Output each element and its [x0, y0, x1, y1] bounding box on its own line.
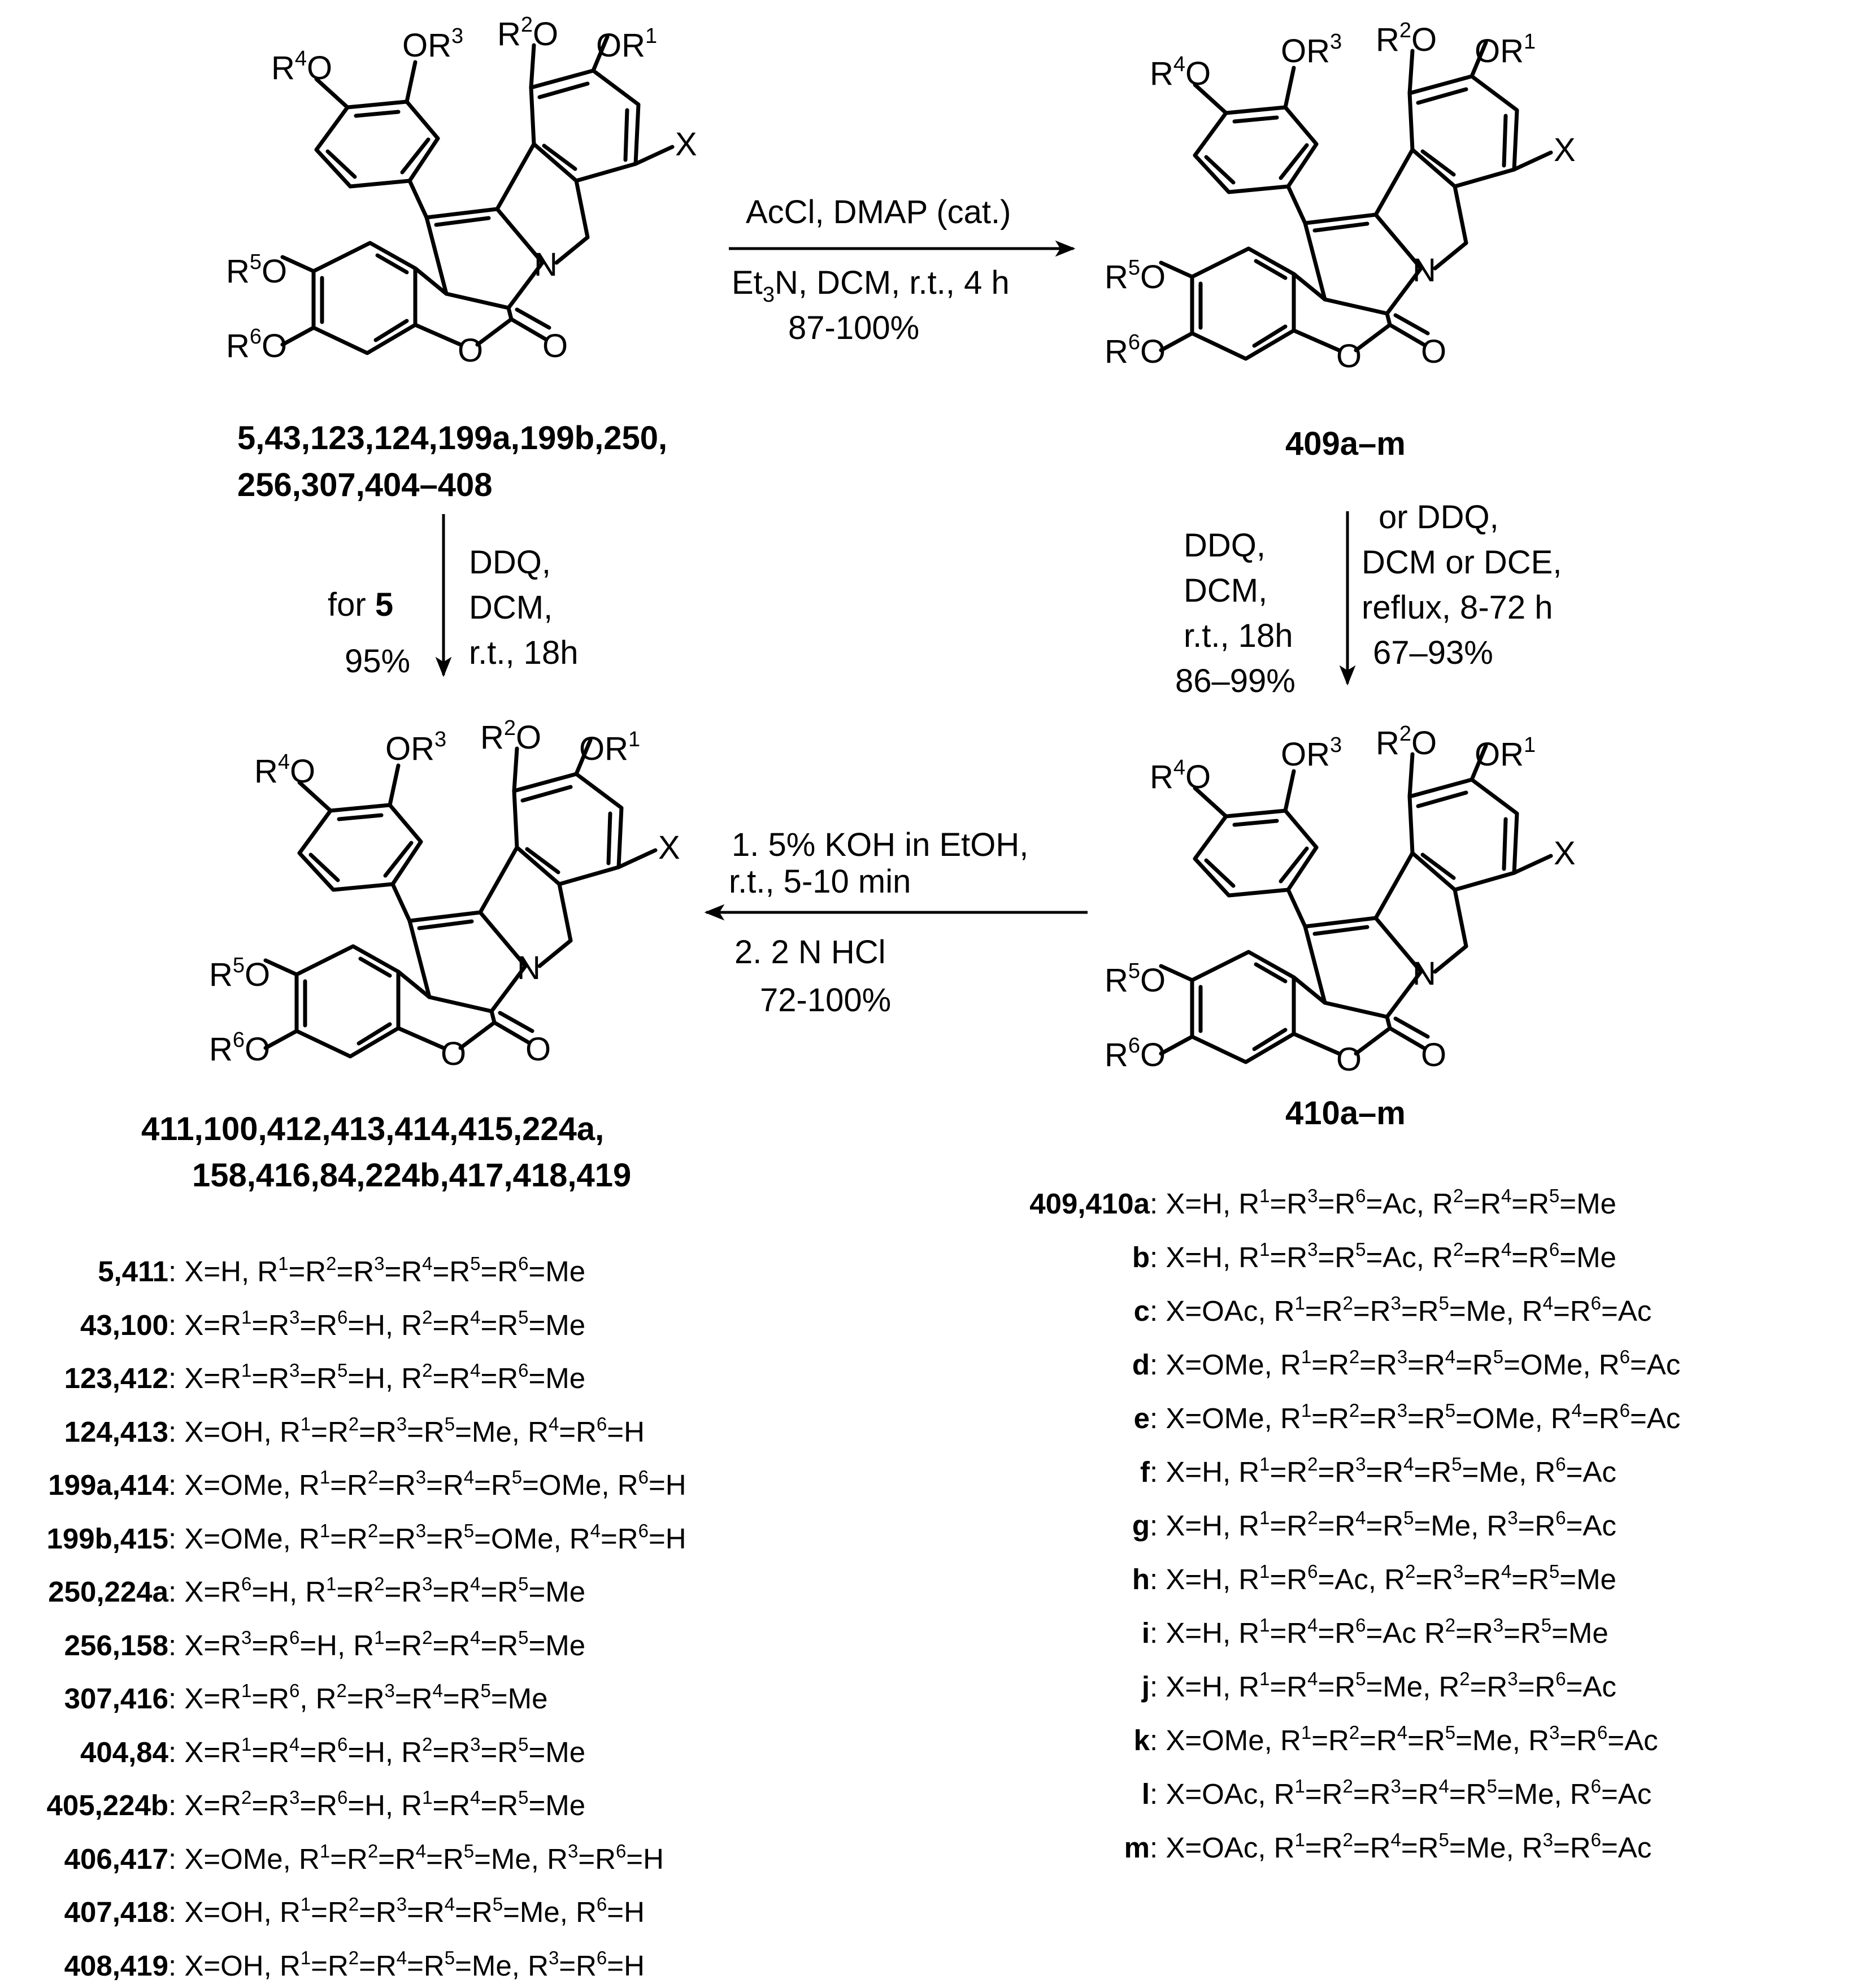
r6o-label: $R^6O$ — [226, 325, 288, 364]
ddq-acetates-left2: DCM, — [1184, 572, 1268, 609]
svg-text:OR1: $OR^1$ — [579, 728, 641, 767]
legend-row — [1141, 1668, 1616, 1703]
legend-row — [1132, 1507, 1616, 1542]
legend-compound-id: c — [1133, 1295, 1150, 1327]
svg-text:R6O: $R^6O$ — [1105, 1034, 1166, 1073]
legend-row — [1141, 1615, 1608, 1649]
legend-compound-id: 307,416 — [64, 1682, 168, 1715]
legend-row — [48, 1467, 686, 1501]
legend-compound-id: 256,158 — [64, 1629, 168, 1661]
legend-substituents: : X=OMe, $R^1=R^2=R^3=R^4=R^5=OMe$, $R^6=Ac$ — [1150, 1346, 1681, 1381]
compound-410-label: 410a–m — [1285, 1095, 1406, 1132]
legend-compound-id: d — [1132, 1348, 1150, 1381]
legend-substituents: : X=H, $R^1=R^2=R^3=R^4=R^5=R^6=Me$ — [168, 1253, 586, 1287]
ring-o-label: O — [458, 332, 484, 369]
legend-row — [1133, 1293, 1652, 1327]
deprotection-line3: 2. 2 N HCl — [734, 934, 886, 971]
svg-text:OR3: $OR^3$ — [385, 728, 447, 767]
r4-label: $R^4O$ — [271, 47, 333, 86]
legend-row — [98, 1253, 586, 1287]
svg-text:OR1: $OR^1$ — [1475, 30, 1536, 69]
svg-text:R5O: $R^5O$ — [1105, 256, 1166, 295]
legend-compound-id: i — [1141, 1617, 1150, 1649]
compound-409-label: 409a–m — [1285, 425, 1406, 462]
svg-text:N: N — [517, 950, 541, 986]
legend-substituents: : X=H, $R^1=R^6=Ac$, $R^2=R^3=R^4=R^5=Me$ — [1150, 1561, 1616, 1595]
legend-compound-id: 407,418 — [64, 1896, 168, 1928]
final-compound-label-1: 411,100,412,413,414,415,224a, — [141, 1111, 605, 1147]
deprotection-yield: 72-100% — [760, 982, 892, 1019]
svg-text:O: O — [525, 1031, 551, 1068]
legend-row — [80, 1733, 586, 1768]
legend-compound-id: g — [1132, 1510, 1150, 1542]
svg-text:R6O: $R^6O$ — [1105, 330, 1166, 370]
ddq-acetates-right2: DCM or DCE, — [1362, 544, 1562, 581]
svg-text:R5O: $R^5O$ — [209, 954, 271, 993]
legend-substituents: : $X=R^1=R^6$, $R^2=R^3=R^4=R^5=Me$ — [168, 1680, 548, 1715]
legend-substituents: : $X=R^2=R^3=R^6=H$, $R^1=R^4=R^5=Me$ — [168, 1787, 586, 1821]
legend-row — [46, 1787, 586, 1821]
legend-compound-id: l — [1141, 1778, 1150, 1810]
legend-compound-id: m — [1124, 1832, 1150, 1864]
legend-row — [1140, 1454, 1616, 1488]
legend-substituents: : $X=R^1=R^3=R^6=H$, $R^2=R^4=R^5=Me$ — [168, 1306, 586, 1341]
legend-row — [1124, 1829, 1652, 1864]
r2o-label: $R^2O$ — [497, 13, 559, 53]
legend-compound-id: j — [1141, 1671, 1150, 1703]
legend-row — [64, 1360, 586, 1394]
svg-text:O: O — [1421, 1037, 1447, 1073]
legend-row — [48, 1573, 586, 1608]
svg-text:N: N — [1412, 252, 1436, 289]
legend-compound-id: k — [1133, 1724, 1150, 1756]
svg-text:O: O — [1336, 338, 1362, 375]
legend-compound-id: h — [1132, 1563, 1150, 1595]
legend-substituents: : X=OMe, $R^1=R^2=R^3=R^5=OMe$, $R^4=R^6=Ac$ — [1150, 1400, 1681, 1434]
svg-text:R4O: $R^4O$ — [1150, 53, 1211, 92]
legend-compound-id: 199b,415 — [46, 1522, 168, 1555]
ddq-direct-yield: 95% — [345, 643, 411, 680]
legend-compound-id: 5,411 — [98, 1255, 168, 1287]
legend-substituents: : $X=R^1=R^4=R^6=H$, $R^2=R^3=R^5=Me$ — [168, 1733, 586, 1768]
acetylation-reagents: AcCl, DMAP (cat.) — [746, 194, 1011, 230]
x-label: X — [675, 126, 697, 163]
svg-text:X: X — [1554, 132, 1576, 168]
legend-substituents: : X=OMe, $R^1=R^2=R^3=R^5=OMe$, $R^4=R^6=H$ — [168, 1520, 686, 1555]
n-label: N — [534, 246, 558, 283]
ddq-direct-line1: DDQ, — [469, 544, 551, 581]
svg-text:O: O — [441, 1036, 467, 1072]
svg-text:X: X — [1554, 835, 1576, 872]
legend-substituents: : X=OH, $R^1=R^2=R^4=R^5=Me$, $R^3=R^6=H$ — [168, 1947, 645, 1982]
legend-compound-id: 250,224a — [48, 1576, 168, 1608]
ddq-acetates-left1: DDQ, — [1184, 527, 1266, 564]
legend-row — [64, 1894, 645, 1928]
svg-text:OR3: $OR^3$ — [1281, 733, 1342, 773]
legend-substituents: : $X=R^3=R^6=H$, $R^1=R^2=R^4=R^5=Me$ — [168, 1626, 586, 1661]
legend-substituents: : X=H, $R^1=R^2=R^3=R^4=R^5=Me$, $R^6=Ac$ — [1150, 1454, 1616, 1488]
start-compound-label-2: 256,307,404–408 — [237, 467, 493, 503]
svg-text:R6O: $R^6O$ — [209, 1028, 271, 1068]
legend-row — [64, 1680, 548, 1715]
compound-409 — [1105, 19, 1576, 375]
legend-compound-id: e — [1133, 1402, 1150, 1434]
legend-row — [1141, 1776, 1652, 1810]
legend-compound-id: 405,224b — [46, 1789, 168, 1821]
legend-row — [64, 1626, 586, 1661]
acetylation-yield: 87-100% — [788, 310, 920, 346]
legend-substituents: : $X=R^1=R^3=R^5=H$, $R^2=R^4=R^6=Me$ — [168, 1360, 586, 1394]
svg-text:R4O: $R^4O$ — [1150, 756, 1211, 795]
deprotection-line1: 1. 5% KOH in EtOH, — [732, 826, 1029, 863]
legend-compound-id: 124,413 — [64, 1415, 168, 1448]
svg-text:O: O — [1421, 333, 1447, 370]
svg-text:OR3: $OR^3$ — [1281, 30, 1342, 69]
legend-row — [64, 1413, 645, 1448]
svg-text:R4O: $R^4O$ — [254, 750, 316, 790]
legend-row — [1029, 1185, 1616, 1220]
ddq-direct-line2: DCM, — [469, 589, 553, 626]
legend-substituents: : X=H, $R^1=R^3=R^6=Ac$, $R^2=R^4=R^5=Me$ — [1150, 1185, 1616, 1220]
ddq-acetates-left-yield: 86–99% — [1175, 663, 1295, 699]
legend-substituents: : X=OMe, $R^1=R^2=R^3=R^4=R^5=OMe$, $R^6=H$ — [168, 1467, 686, 1501]
legend-substituents: : X=H, $R^1=R^3=R^5=Ac$, $R^2=R^4=R^6=Me$ — [1150, 1239, 1616, 1273]
legend-substituents: : X=OMe, $R^1=R^2=R^4=R^5=Me$, $R^3=R^6=H$ — [168, 1840, 664, 1875]
legend-row — [1133, 1722, 1658, 1756]
legend-substituents: : X=H, $R^1=R^4=R^6=Ac$ $R^2=R^3=R^5=Me$ — [1150, 1615, 1608, 1649]
legend-substituents: : X=OH, $R^1=R^2=R^3=R^4=R^5=Me$, $R^6=H$ — [168, 1894, 645, 1928]
legend-substituents: : $X=R^6=H$, $R^1=R^2=R^3=R^4=R^5=Me$ — [168, 1573, 586, 1608]
ddq-acetates-left3: r.t., 18h — [1184, 617, 1293, 654]
legend-compound-id: 404,84 — [80, 1735, 168, 1768]
svg-text:R5O: $R^5O$ — [1105, 959, 1166, 999]
legend-row — [46, 1520, 686, 1555]
or3-label: $OR^3$ — [402, 24, 464, 64]
ddq-direct-line3: r.t., 18h — [469, 634, 579, 671]
carbonyl-o-label: O — [542, 328, 568, 364]
compound-410 — [1105, 722, 1576, 1078]
legend-substituents: : X=OH, $R^1=R^2=R^3=R^5=Me$, $R^4=R^6=H$ — [168, 1413, 645, 1448]
svg-text:R2O: $R^2O$ — [1376, 19, 1437, 58]
legend-compound-id: 409,410a — [1029, 1187, 1150, 1220]
legend-row — [64, 1947, 645, 1982]
svg-text:O: O — [1336, 1041, 1362, 1078]
legend-row — [1132, 1346, 1681, 1381]
legend-row — [64, 1840, 664, 1875]
legend-substituents: : X=OAc, $R^1=R^2=R^3=R^4=R^5=Me$, $R^6=Ac$ — [1150, 1776, 1652, 1810]
legend-compound-id: b — [1132, 1241, 1150, 1273]
legend-row — [1132, 1239, 1616, 1273]
r5o-label: $R^5O$ — [226, 250, 288, 290]
start-compound-label-1: 5,43,123,124,199a,199b,250, — [237, 420, 668, 456]
svg-text:OR1: $OR^1$ — [1475, 733, 1536, 773]
compound-start — [226, 13, 697, 369]
ddq-acetates-right-yield: 67–93% — [1373, 634, 1493, 671]
legend-substituents: : X=OAc, $R^1=R^2=R^3=R^5=Me$, $R^4=R^6=Ac$ — [1150, 1293, 1652, 1327]
svg-text:X: X — [658, 829, 680, 866]
ddq-acetates-right1: or DDQ, — [1379, 499, 1499, 536]
acetylation-conditions: $Et_3N$, DCM, r.t., 4 h — [732, 264, 1010, 307]
legend-compound-id: 123,412 — [64, 1362, 168, 1394]
legend-compound-id: 199a,414 — [48, 1469, 168, 1501]
svg-text:R2O: $R^2O$ — [1376, 722, 1437, 762]
legend-substituents: : X=OMe, $R^1=R^2=R^4=R^5=Me$, $R^3=R^6=Ac$ — [1150, 1722, 1658, 1756]
svg-text:N: N — [1412, 955, 1436, 992]
compound-final — [209, 716, 680, 1072]
legend-compound-id: 408,419 — [64, 1949, 168, 1982]
legend-compound-id: f — [1140, 1456, 1150, 1488]
svg-text:R2O: $R^2O$ — [480, 716, 542, 756]
legend-row — [1132, 1561, 1616, 1595]
legend-compound-id: 406,417 — [64, 1842, 168, 1875]
legend-compound-id: 43,100 — [80, 1308, 168, 1341]
ddq-acetates-right3: reflux, 8-72 h — [1362, 589, 1553, 626]
legend-substituents: : X=OAc, $R^1=R^2=R^4=R^5=Me$, $R^3=R^6=Ac$ — [1150, 1829, 1652, 1864]
deprotection-line2: r.t., 5-10 min — [729, 863, 911, 900]
legend-row — [80, 1306, 586, 1341]
ddq-direct-for-label: for 5 — [328, 586, 394, 623]
final-compound-label-2: 158,416,84,224b,417,418,419 — [192, 1157, 632, 1194]
or1-label: $OR^1$ — [596, 24, 658, 64]
legend-substituents: : X=H, $R^1=R^4=R^5=Me$, $R^2=R^3=R^6=Ac$ — [1150, 1668, 1616, 1703]
legend-substituents: : X=H, $R^1=R^2=R^4=R^5=Me$, $R^3=R^6=Ac$ — [1150, 1507, 1616, 1542]
legend-row — [1133, 1400, 1681, 1434]
